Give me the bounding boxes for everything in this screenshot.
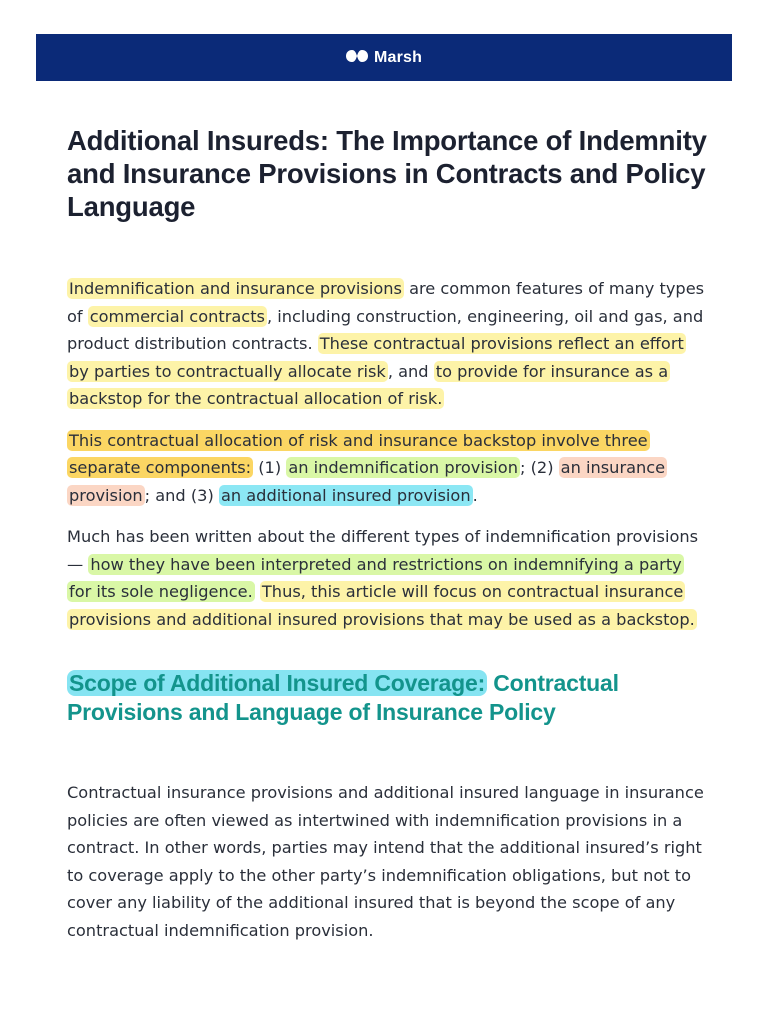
- site-header: [36, 34, 732, 81]
- highlight-phrase: commercial contracts: [89, 306, 265, 326]
- paragraph-components: [67, 427, 707, 510]
- highlight-phrase: an insurance provision: [69, 458, 666, 505]
- highlight-phrase: This contractual allocation of risk and insurance backstop involve three separate components:: [69, 430, 648, 477]
- highlight-phrase: These contractual provisions reflect an effort by parties to contractually allocate risk: [69, 334, 684, 381]
- text-run: , and: [387, 361, 434, 381]
- text-run: Much has been written about the different types of indemnification provisions —: [67, 527, 699, 574]
- paragraph-intro: [67, 275, 707, 413]
- paragraph-focus: [67, 523, 707, 633]
- marsh-logo-icon: [346, 48, 368, 67]
- brand-logo[interactable]: [346, 48, 422, 67]
- article-title: Additional Insureds: The Importance of Indemnity and Insurance Provisions in Contracts and Policy Language: [67, 125, 707, 222]
- article-body: [67, 124, 707, 944]
- section-heading: [67, 669, 707, 727]
- text-run: , including construction, engineering, oil and gas, and product distribution contracts.: [67, 306, 704, 353]
- text-run: ; and (3): [144, 485, 219, 505]
- highlight-phrase: to provide for insurance as a backstop for the contractual allocation of risk.: [69, 361, 669, 408]
- heading-run: Contractual Provisions and Language of Insurance Policy: [67, 670, 619, 725]
- highlight-phrase: how they have been interpreted and restrictions on indemnifying a party for its sole negligence.: [69, 554, 682, 601]
- text-run: .: [472, 485, 478, 505]
- highlight-heading: Scope of Additional Insured Coverage:: [69, 670, 486, 696]
- highlight-phrase: an indemnification provision: [288, 458, 518, 477]
- text-run: (1): [253, 458, 287, 477]
- text-run: ; (2): [519, 458, 559, 477]
- brand-name: Marsh: [373, 48, 423, 66]
- paragraph-scope: Contractual insurance provisions and additional insured language in insurance policies are often viewed as intertwined with indemnification provisions in a contract. In other words, parties may intend that the additional insured’s right to coverage apply to the other party’s indemnification obligations, but not to cover any liability of the additional insured that is beyond the scope of any contractual indemnification provision.: [67, 783, 704, 940]
- highlight-phrase: Thus, this article will focus on contractual insurance provisions and additional insured provisions that may be used as a backstop.: [69, 582, 695, 629]
- highlight-phrase: an additional insured provision: [220, 485, 471, 505]
- text-run: are common features of many types of: [67, 279, 705, 326]
- highlight-phrase: Indemnification and insurance provisions: [69, 279, 402, 298]
